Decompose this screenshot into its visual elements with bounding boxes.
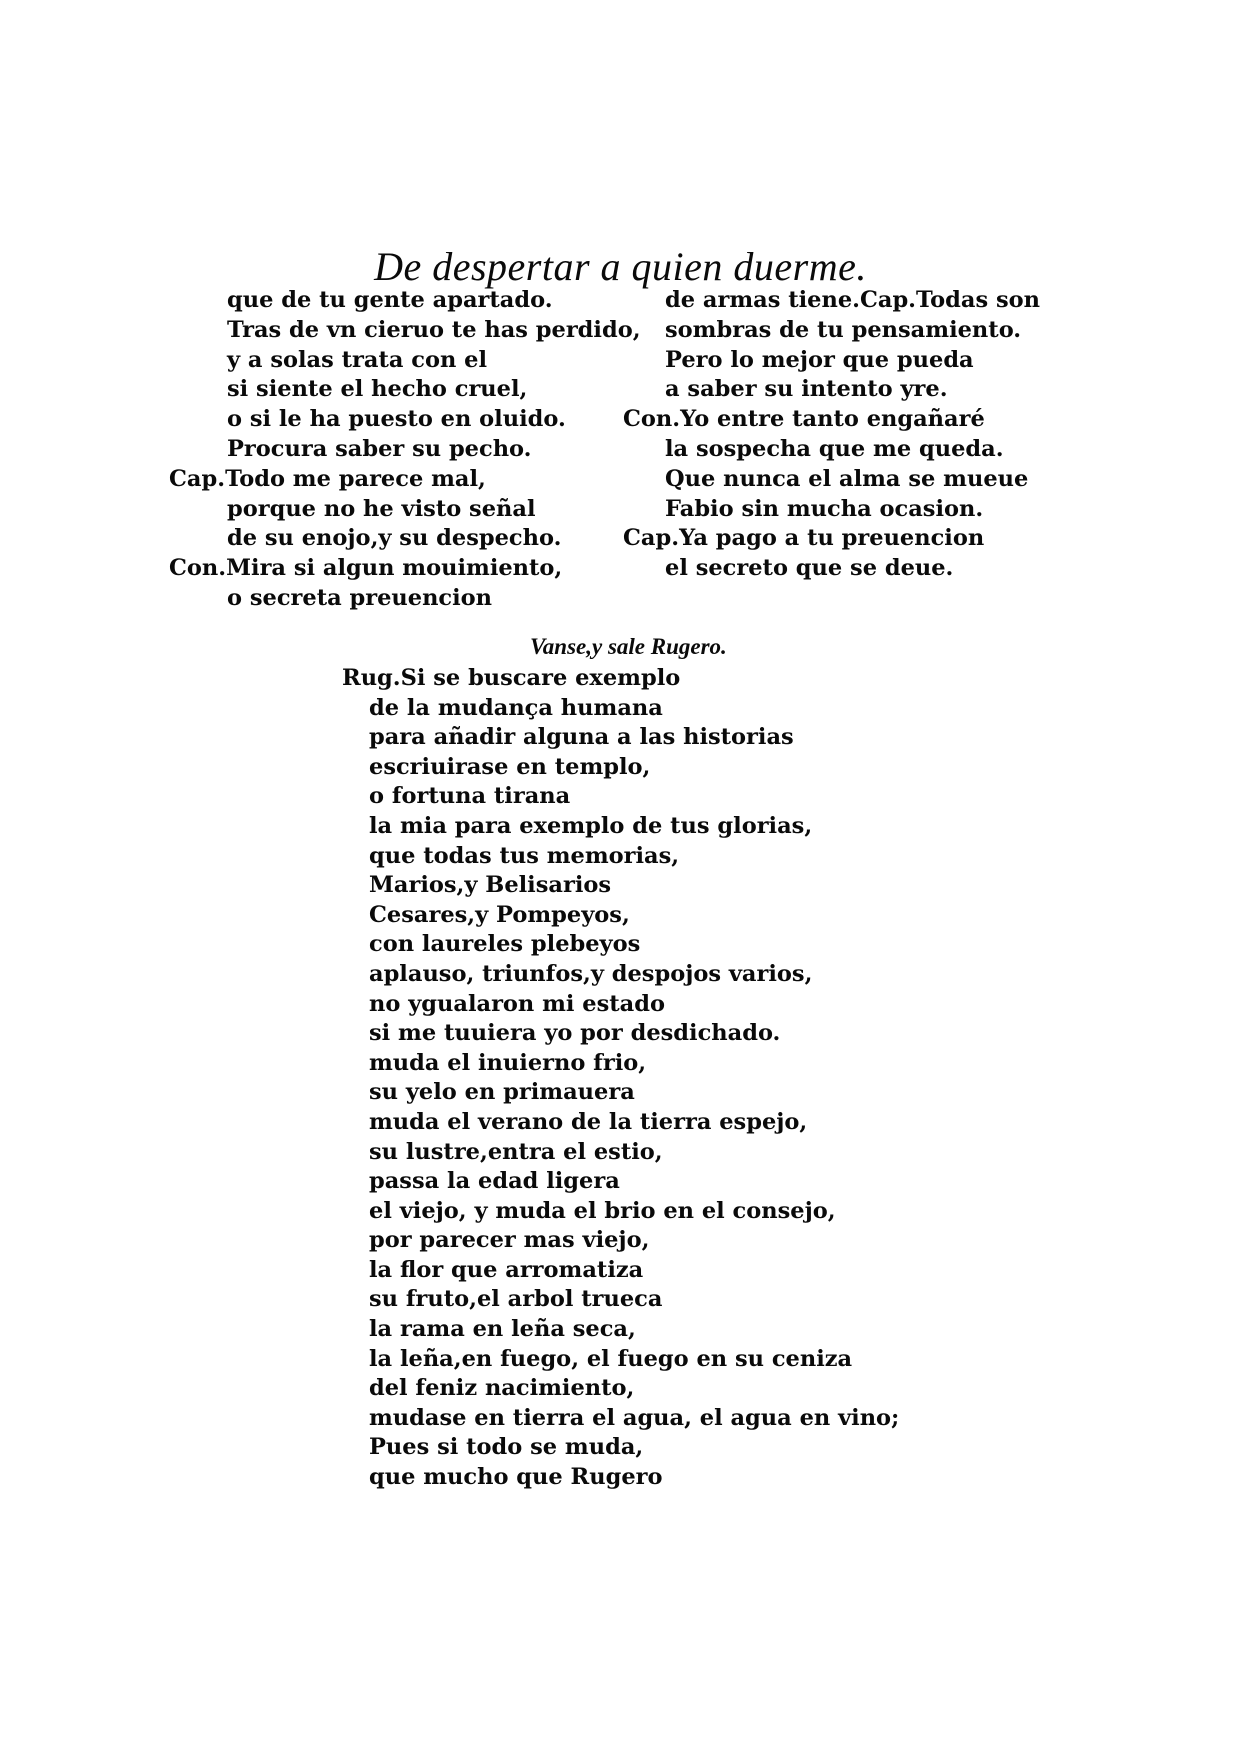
verse-line [665,286,1041,316]
verse-text: no ygualaron mi estado [369,990,666,1017]
verse-text: su yelo en primauera [369,1079,635,1106]
verse-text: el secreto que se deue. [665,555,954,582]
verse-line [369,1138,902,1168]
verse-text: o si le ha puesto en oluido. [227,406,566,433]
verse-line [369,1345,902,1375]
verse-line [369,812,902,842]
verse-line [369,1374,902,1404]
verse-text: la rama en leña seca, [369,1316,636,1343]
verse-text: si siente el hecho cruel, [227,376,528,403]
verse-line [665,346,1041,376]
verse-line [227,524,597,554]
verse-text: o fortuna tirana [369,783,571,810]
verse-text: Pues si todo se muda, [369,1434,644,1461]
verse-line [369,1315,902,1345]
verse-text: del feniz nacimiento, [369,1375,635,1402]
verse-line [369,723,902,753]
verse-line [369,1463,902,1493]
verse-text: la leña,en fuego, el fuego en su ceniza [369,1345,853,1372]
verse-text: para añadir alguna a las historias [369,724,794,751]
verse-line [369,1285,902,1315]
verse-text: de su enojo,y su despecho. [227,525,562,552]
verse-text: que mucho que Rugero [369,1464,663,1491]
verse-text: escriuirase en templo, [369,753,651,780]
verse-line [369,960,902,990]
verse-text: mudase en tierra el agua, el agua en vino; [369,1404,900,1431]
verse-text: muda el inuierno frio, [369,1049,647,1076]
verse-text: de la mudança humana [369,694,663,721]
verse-line [369,1404,902,1434]
speaker-label: Rug. [342,665,401,691]
verse-line [369,753,902,783]
verse-line [369,1433,902,1463]
verse-line [369,1226,902,1256]
verse-text: muda el verano de la tierra espejo, [369,1108,808,1135]
verse-line [342,664,902,694]
verse-line [369,1049,902,1079]
verse-text: su lustre,entra el estio, [369,1138,663,1165]
verse-text: la flor que arromatiza [369,1256,644,1283]
verse-line [369,782,902,812]
verse-line [665,316,1041,346]
verse-line [227,286,597,316]
verse-text: Mira si algun mouimiento, [226,555,563,582]
verse-line [169,465,597,495]
verse-text: passa la edad ligera [369,1168,620,1195]
running-header: De despertar a quien duerme. [374,244,867,289]
speaker-label: Cap. [623,525,680,552]
verse-text: Si se buscare exemplo [400,665,681,691]
verse-line [227,375,597,405]
verse-line [623,405,1041,435]
verse-line [369,990,902,1020]
verse-text: de armas tiene.Cap.Todas son [665,287,1041,313]
verse-text: Que nunca el alma se mueue [665,465,1029,492]
verse-line [665,465,1041,495]
verse-text: Tras de vn cieruo te has perdido, [227,316,641,343]
verse-text: su fruto,el arbol trueca [369,1286,663,1313]
verse-text: sombras de tu pensamiento. [665,316,1022,343]
verse-line [227,584,597,614]
verse-text: o secreta preuencion [227,584,493,611]
verse-text: por parecer mas viejo, [369,1227,650,1254]
verse-text: Fabio sin mucha ocasion. [665,495,984,522]
verse-line [623,524,1041,554]
verse-line [369,1078,902,1108]
verse-text: Procura saber su pecho. [227,435,532,462]
verse-line [369,1197,902,1227]
verse-text: que todas tus memorias, [369,842,680,869]
speaker-label: Cap. [169,465,226,492]
verse-line [369,1108,902,1138]
verse-line [369,694,902,724]
verse-line [369,842,902,872]
verse-text: y a solas trata con el [227,346,488,373]
main-verse-column [342,664,902,1493]
verse-text: la sospecha que me queda. [665,435,1004,462]
verse-text: Todo me parece mal, [225,465,486,492]
verse-line [227,405,597,435]
verse-text: Cesares,y Pompeyos, [369,901,630,928]
verse-line [227,316,641,346]
verse-line [665,554,1041,584]
verse-line [369,930,902,960]
verse-line [369,871,902,901]
verse-text: a saber su intento yre. [665,376,948,403]
verse-line [665,495,1041,525]
verse-line [169,554,597,584]
verse-line [665,435,1041,465]
verse-line [369,1256,902,1286]
verse-line [665,375,1041,405]
verse-text: la mia para exemplo de tus glorias, [369,812,813,839]
verse-text: aplauso, triunfos,y despojos varios, [369,960,813,987]
verse-line [369,901,902,931]
verse-text: Yo entre tanto engañaré [680,406,985,433]
verse-text: que de tu gente apartado. [227,287,553,313]
right-verse-column [623,286,1041,584]
verse-text: con laureles plebeyos [369,931,641,958]
verse-line [227,346,597,376]
stage-direction: Vanse,y sale Rugero. [530,634,727,659]
verse-line [227,435,597,465]
verse-line [369,1019,902,1049]
verse-text: si me tuuiera yo por desdichado. [369,1020,781,1047]
left-verse-column [169,286,641,614]
verse-text: Ya pago a tu preuencion [679,525,985,552]
verse-line [227,495,597,525]
verse-text: Marios,y Belisarios [369,872,612,899]
verse-text: Pero lo mejor que pueda [665,346,974,373]
verse-line [369,1167,902,1197]
speaker-label: Con. [169,555,227,582]
speaker-label: Con. [623,406,681,433]
verse-text: porque no he visto señal [227,495,536,522]
verse-text: el viejo, y muda el brio en el consejo, [369,1197,836,1224]
